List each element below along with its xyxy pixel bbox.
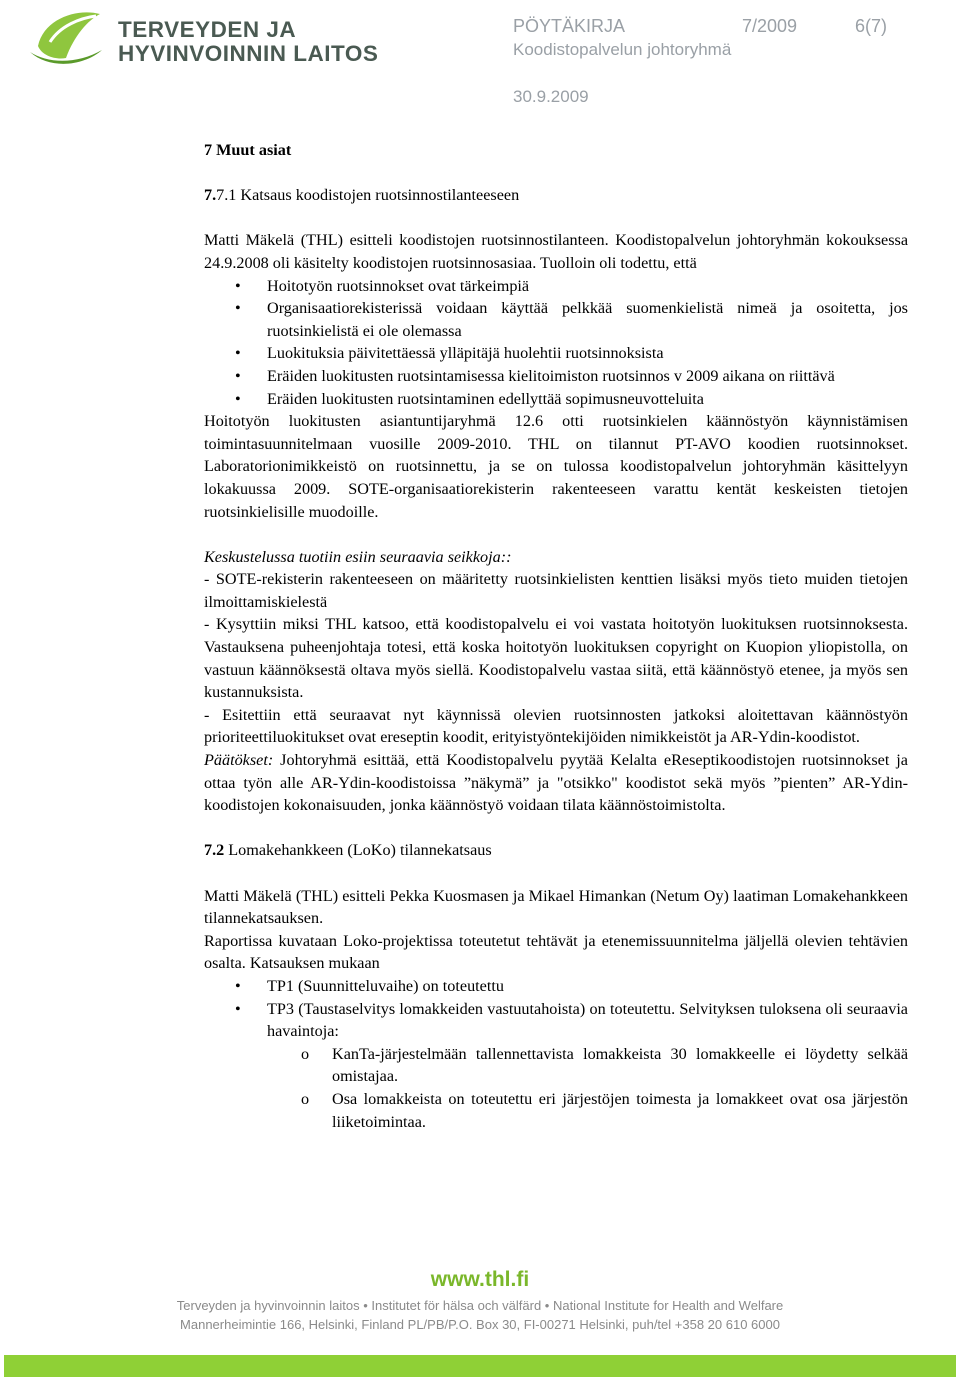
discussion-point: - SOTE-rekisterin rakenteeseen on määritetty ruotsinkielisten kenttien lisäksi myös tieto muiden tietojen ilmoittamiskielestä [204,570,908,611]
loko-sublist [204,1043,908,1133]
loko-paragraph-2: Raportissa kuvataan Loko-projektissa toteutetut tehtävät ja etenemissuunnitelma jäljellä olevien tehtävien osalta. Katsauksen mukaan [204,931,908,973]
findings-list [204,275,908,411]
subsection-title-text: Lomakehankkeen (LoKo) tilannekatsaus [224,841,492,860]
leaf-logo-icon [30,6,110,68]
list-item: • Eräiden luokitusten ruotsintamisessa kielitoimiston ruotsinnos v 2009 aikana on riittävä [204,365,908,388]
subsection-title-text: 7.1 Katsaus koodistojen ruotsinnostilanteeseen [216,186,520,205]
doc-number: 7/2009 [742,16,798,36]
website-link[interactable]: www.thl.fi [430,1268,530,1291]
loko-paragraph-1: Matti Mäkelä (THL) esitteli Pekka Kuosmasen ja Mikael Himankan (Netum Oy) laatiman Lomakehankkeen tilannekatsauksen. [204,886,908,928]
status-paragraph: Hoitotyön luokitusten asiantuntijaryhmä 12.6 otti ruotsinkielen käännöstyön käynnistämisen toimintasuunnitelmaan vuosille 2009-2010. THL on tilannut PT-AVO koodien ruotsinnokset. Laboratorionimikkeistö on ruotsinnettu, ja se on tulossa koodistopalvelun johtoryhmän käsittelyyn lokakuussa 2009. SOTE-organisaatiorekisterin rakenteeseen varattu kentät keskeisten tietojen ruotsinkielisille muodoille. [204,412,908,521]
decision-text: Johtoryhmä esittää, että Koodistopalvelu pyytää Kelalta eReseptikoodistojen ruotsinnokset ja ottaa työn alle AR-Ydin-koodistoissa ”näkymä” ja "otsikko" koodistot sekä myös ”pienten” AR-Ydin-koodistojen kokonaisuuden, jonka käännöstyö voidaan tilata käännöstoimistolta. [204,751,908,815]
section-title: 7 Muut asiat [204,141,292,159]
discussion-point: - Esitettiin että seuraavat nyt käynnissä olevien ruotsinnosten jatkoksi aloitettavan käännöstyön prioriteettiluokitukset ovat ereseptin koodit, erityistyöntekijöiden nimikkeistöt ja AR-Ydin-koodistot. [204,705,908,747]
decision-paragraph [204,749,908,817]
discussion-point: - Kysyttiin miksi THL katsoo, että koodistopalvelu ei voi vastata hoitotyön luokituksen ruotsinnoksesta. Vastauksena puheenjohtaja totesi, että koska hoitotyön luokituksen copyright on Kuopion yliopistolla, on vastuun käännöksestä oltava myös siellä. Koodistopalvelu vastaa siitä, että käännöstyö etenee, ja myös sen kustannuksista. [204,615,908,702]
list-item: • Eräiden luokitusten ruotsintaminen edellyttää sopimusneuvotteluita [204,388,908,411]
list-item: • Hoitotyön ruotsinnokset ovat tärkeimpiä [204,275,908,298]
footer-address: Mannerheimintie 166, Helsinki, Finland PL/PB/P.O. Box 30, FI-00271 Helsinki, puh/tel +358 20 610 6000 [180,1317,780,1332]
footer-bar [4,1355,956,1377]
list-item: o KanTa-järjestelmään tallennettavista lomakkeista 30 lomakkeelle ei löydetty selkää omistajaa. [204,1043,908,1088]
discussion-title: Keskustelussa tuotiin esiin seuraavia seikkoja:: [204,547,512,566]
decision-label: Päätökset: [204,751,274,770]
footer-org-names: Terveyden ja hyvinvoinnin laitos • Institutet för hälsa och välfärd • National Institute for Health and Welfare [176,1298,784,1313]
list-item: • TP1 (Suunnitteluvaihe) on toteutettu [204,975,908,998]
org-name [118,18,378,66]
list-item: • Organisaatiorekisterissä voidaan käyttää pelkkää suomenkielistä nimeä ja osoitetta, jos ruotsinkielistä ei ole olemassa [204,297,908,342]
list-item: • Luokituksia päivitettäessä ylläpitäjä huolehtii ruotsinnoksista [204,342,908,365]
subsection-number: 7.2 [204,841,225,860]
subsection-title-7-1: 7.7.1 Katsaus koodistojen ruotsinnostilanteeseen [204,186,520,205]
list-item: o Osa lomakkeista on toteutettu eri järjestöjen toimesta ja lomakkeet ovat osa järjestön liiketoimintaa. [204,1088,908,1133]
group-name: Koodistopalvelun johtoryhmä [513,40,732,59]
org-name-line2: HYVINVOINNIN LAITOS [118,41,379,66]
thl-logo [30,6,380,68]
org-name-line1: TERVEYDEN JA [118,17,297,42]
document-body [204,139,908,1133]
doc-type: PÖYTÄKIRJA [513,16,626,36]
loko-list [204,975,908,1043]
page-number: 6(7) [855,16,888,36]
meeting-date: 30.9.2009 [513,87,589,106]
intro-paragraph: Matti Mäkelä (THL) esitteli koodistojen ruotsinnostilanteen. Koodistopalvelun johtoryhmän kokouksessa 24.9.2008 oli käsitelty koodistojen ruotsinnosasiaa. Tuolloin oli todettu, että [204,231,908,272]
subsection-title-7-2 [204,839,908,862]
list-item: • TP3 (Taustaselvitys lomakkeiden vastuutahoista) on toteutettu. Selvityksen tuloksena oli seuraavia havaintoja: [204,998,908,1043]
